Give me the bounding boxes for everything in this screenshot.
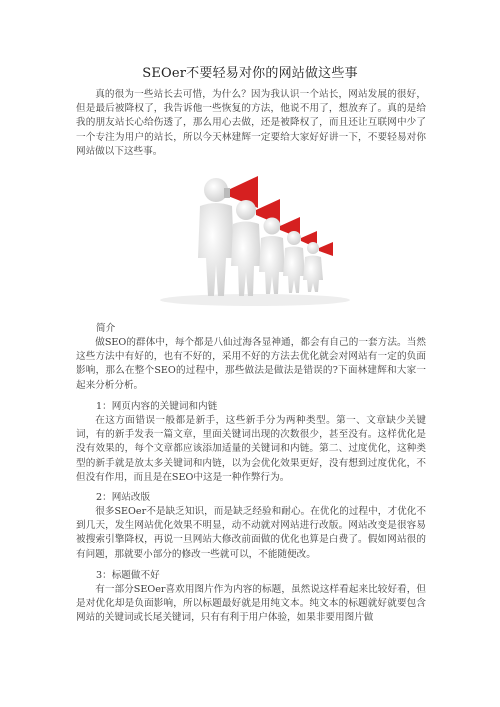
intro-paragraph: 真的很为一些站长去可惜，为什么？因为我认识一个站长，网站发展的很好，但是最后被降权了，我告诉他一些恢复的方法，他说不用了，想放弃了。真的是给我的朋友站长心给伤透了，那么用心去做，还是被降权了，而且还让互联网中少了一个专注为用户的站长，所以今天林建辉一定要给大家好好讲一下，不要轻易对你网站做以下这些事。 — [76, 89, 426, 157]
section-body-intro: 做SEO的群体中，每个都是八仙过海各显神通，都会有自己的一套方法。当然这些方法中有好的，也有不好的，采用不好的方法去优化就会对网站有一定的负面影响，那么在整个SEO的过程中，那些做法是做法是错误的?下面林建辉和大家一起来分析分析。 — [76, 337, 426, 391]
section-heading-keywords: 1：网页内容的关键词和内链 — [96, 401, 218, 412]
section-heading-title: 3：标题做不好 — [96, 570, 160, 581]
section-body-redesign: 很多SEOer不是缺乏知识，而是缺乏经验和耐心。在优化的过程中，才优化不到几天，发生网站优化效果不明显，动不动就对网站进行改版。网站改变是很容易被搜索引擎降权，再说一旦网站大修改前面做的优化也算是白费了。假如网站很的有问题，那就要小部分的修改一些就可以，不能随便改。 — [76, 506, 426, 560]
section-body-keywords: 在这方面错误一般都是新手，这些新手分为两种类型。第一、文章缺少关键词，有的新手发表一篇文章，里面关键词出现的次数很少，甚至没有。这样优化是没有效果的，每个文章都应该添加适量的关键词和内链。第二、过度优化，这种类型的新手就是放太多关键词和内链，以为会优化效果更好，没有想到过度优化，不但没有作用，而且是在SEO中这是一种作弊行为。 — [76, 415, 426, 483]
section-heading-intro: 简介 — [96, 323, 116, 334]
section-body-title: 有一部分SEOer喜欢用图片作为内容的标题，虽然说这样看起来比较好看，但是对优化却是负面影响，所以标题最好就是用纯文本。纯文本的标题就好就要包含网站的关键词或长尾关键词，只有有利于用户体验，如果非要用图片做 — [76, 584, 426, 624]
section-heading-redesign: 2：网站改版 — [96, 492, 151, 503]
people-with-megaphones-icon — [150, 168, 350, 308]
figure-5 — [303, 242, 333, 292]
page-title: SEOer不要轻易对你的网站做这些事 — [142, 66, 358, 81]
